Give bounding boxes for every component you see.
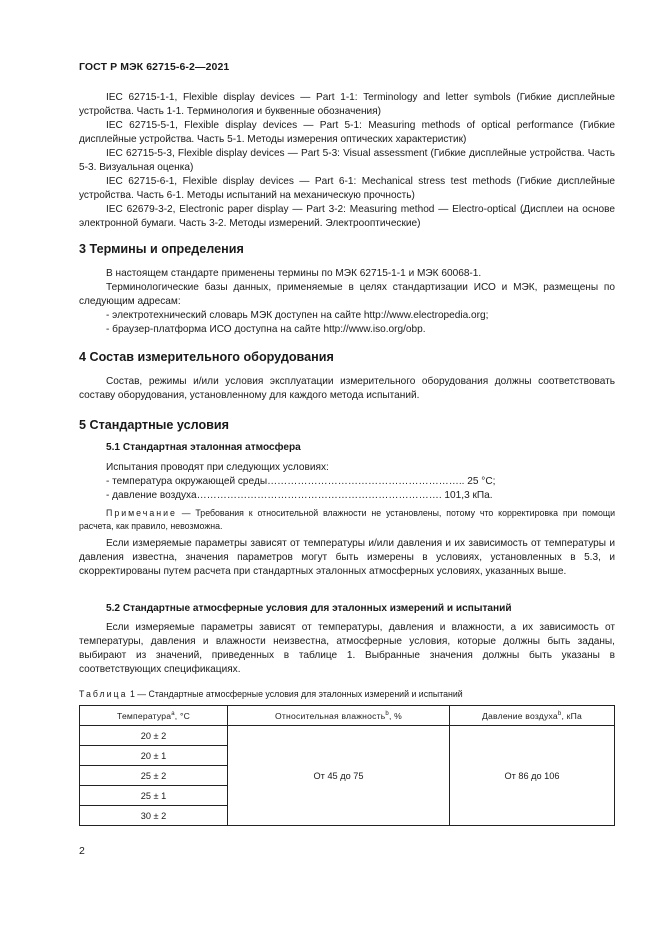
reference-item: IEC 62715-5-1, Flexible display devices — Part 5-1: Measuring methods of optical performance (Гибкие дисплейные устройства. Часть 5-1. Методы измерения оптических характеристик) bbox=[79, 120, 615, 145]
pressure-cell: От 86 до 106 bbox=[450, 726, 615, 826]
table-caption-label: Таблица bbox=[79, 689, 128, 699]
header-temperature: Температура$^а$, °С bbox=[80, 706, 228, 726]
table-row bbox=[80, 726, 615, 746]
conditions-intro: Испытания проводят при следующих условиях: bbox=[106, 462, 329, 473]
conditions-table bbox=[79, 705, 615, 826]
temperature-cell: 30 ± 2 bbox=[80, 806, 228, 826]
humidity-cell: От 45 до 75 bbox=[228, 726, 450, 826]
header-humidity: Относительная влажность$^b$, % bbox=[228, 706, 450, 726]
temperature-cell: 20 ± 1 bbox=[80, 746, 228, 766]
section-4-heading: 4 Состав измерительного оборудования bbox=[79, 350, 334, 364]
note-text: — Требования к относительной влажности не установлены, потому что корректировка при помощи расчета, как правило, невозможна. bbox=[79, 508, 615, 531]
temperature-cell: 25 ± 2 bbox=[80, 766, 228, 786]
paragraph: Если измеряемые параметры зависят от температуры и/или давления и их зависимость от температуры и давления известна, значения параметров могут быть измерены в условиях, установленных в 5.3, и скорректированы путем расчета при стандартных эталонных атмосферных условиях, указанных выше. bbox=[79, 538, 615, 577]
paragraph: Если измеряемые параметры зависят от температуры, давления и влажности, а их зависимость от температуры, давления и влажности неизвестна, атмосферные условия, которые должны быть заданы, выбирают из значений, приведенных в таблице 1. Выбранные значения должны быть указаны в соответствующих спецификациях. bbox=[79, 622, 615, 675]
section-5-heading: 5 Стандартные условия bbox=[79, 418, 229, 432]
paragraph: Терминологические базы данных, применяемые в целях стандартизации ИСО и МЭК, размещены по следующим адресам: bbox=[79, 282, 615, 307]
note bbox=[79, 507, 615, 533]
reference-item: IEC 62715-5-3, Flexible display devices — Part 5-3: Visual assessment (Гибкие дисплейные устройства. Часть 5-3. Визуальная оценка) bbox=[79, 148, 615, 173]
page-number: 2 bbox=[79, 845, 85, 857]
table-header-row bbox=[80, 706, 615, 726]
reference-item: IEC 62715-1-1, Flexible display devices — Part 1-1: Terminology and letter symbols (Гибкие дисплейные устройства. Часть 1-1. Терминология и буквенные обозначения) bbox=[79, 92, 615, 117]
header-pressure: Давление воздуха$^b$, кПа bbox=[450, 706, 615, 726]
section-3-body bbox=[79, 267, 615, 337]
bullet-item: - браузер-платформа ИСО доступна на сайте http://www.iso.org/obp. bbox=[106, 324, 426, 335]
condition-temperature: - температура окружающей среды………………………………………………….. 25 °С; bbox=[106, 476, 496, 487]
section-3-heading: 3 Термины и определения bbox=[79, 242, 244, 256]
note-label: Примечание bbox=[106, 508, 177, 518]
reference-item: IEC 62679-3-2, Electronic paper display — Part 3-2: Measuring method — Electro-optical (Дисплеи на основе электронной бумаги. Часть 3-2. Методы измерений. Электрооптические) bbox=[79, 204, 615, 229]
subsection-5-1-heading: 5.1 Стандартная эталонная атмосфера bbox=[106, 442, 301, 453]
document-header: ГОСТ Р МЭК 62715-6-2—2021 bbox=[79, 61, 230, 73]
paragraph: Состав, режимы и/или условия эксплуатации измерительного оборудования должны соответствовать составу оборудования, установленному для каждого метода испытаний. bbox=[79, 376, 615, 401]
temperature-cell: 20 ± 2 bbox=[80, 726, 228, 746]
bullet-item: - электротехнический словарь МЭК доступен на сайте http://www.electropedia.org; bbox=[106, 310, 489, 321]
reference-item: IEC 62715-6-1, Flexible display devices — Part 6-1: Mechanical stress test methods (Гибкие дисплейные устройства. Часть 6-1. Методы испытаний на механическую прочность) bbox=[79, 176, 615, 201]
table-caption-text: 1 — Стандартные атмосферные условия для эталонных измерений и испытаний bbox=[127, 689, 463, 699]
section-4-body bbox=[79, 375, 615, 403]
section-5-1-body bbox=[79, 537, 615, 579]
condition-pressure: - давление воздуха………………………………………………………………. 101,3 кПа. bbox=[106, 490, 493, 501]
temperature-cell: 25 ± 1 bbox=[80, 786, 228, 806]
section-5-2-body bbox=[79, 621, 615, 677]
paragraph: В настоящем стандарте применены термины по МЭК 62715-1-1 и МЭК 60068-1. bbox=[106, 268, 482, 279]
subsection-5-2-heading: 5.2 Стандартные атмосферные условия для эталонных измерений и испытаний bbox=[106, 603, 512, 614]
normative-references bbox=[79, 91, 615, 231]
table-caption bbox=[79, 689, 463, 699]
